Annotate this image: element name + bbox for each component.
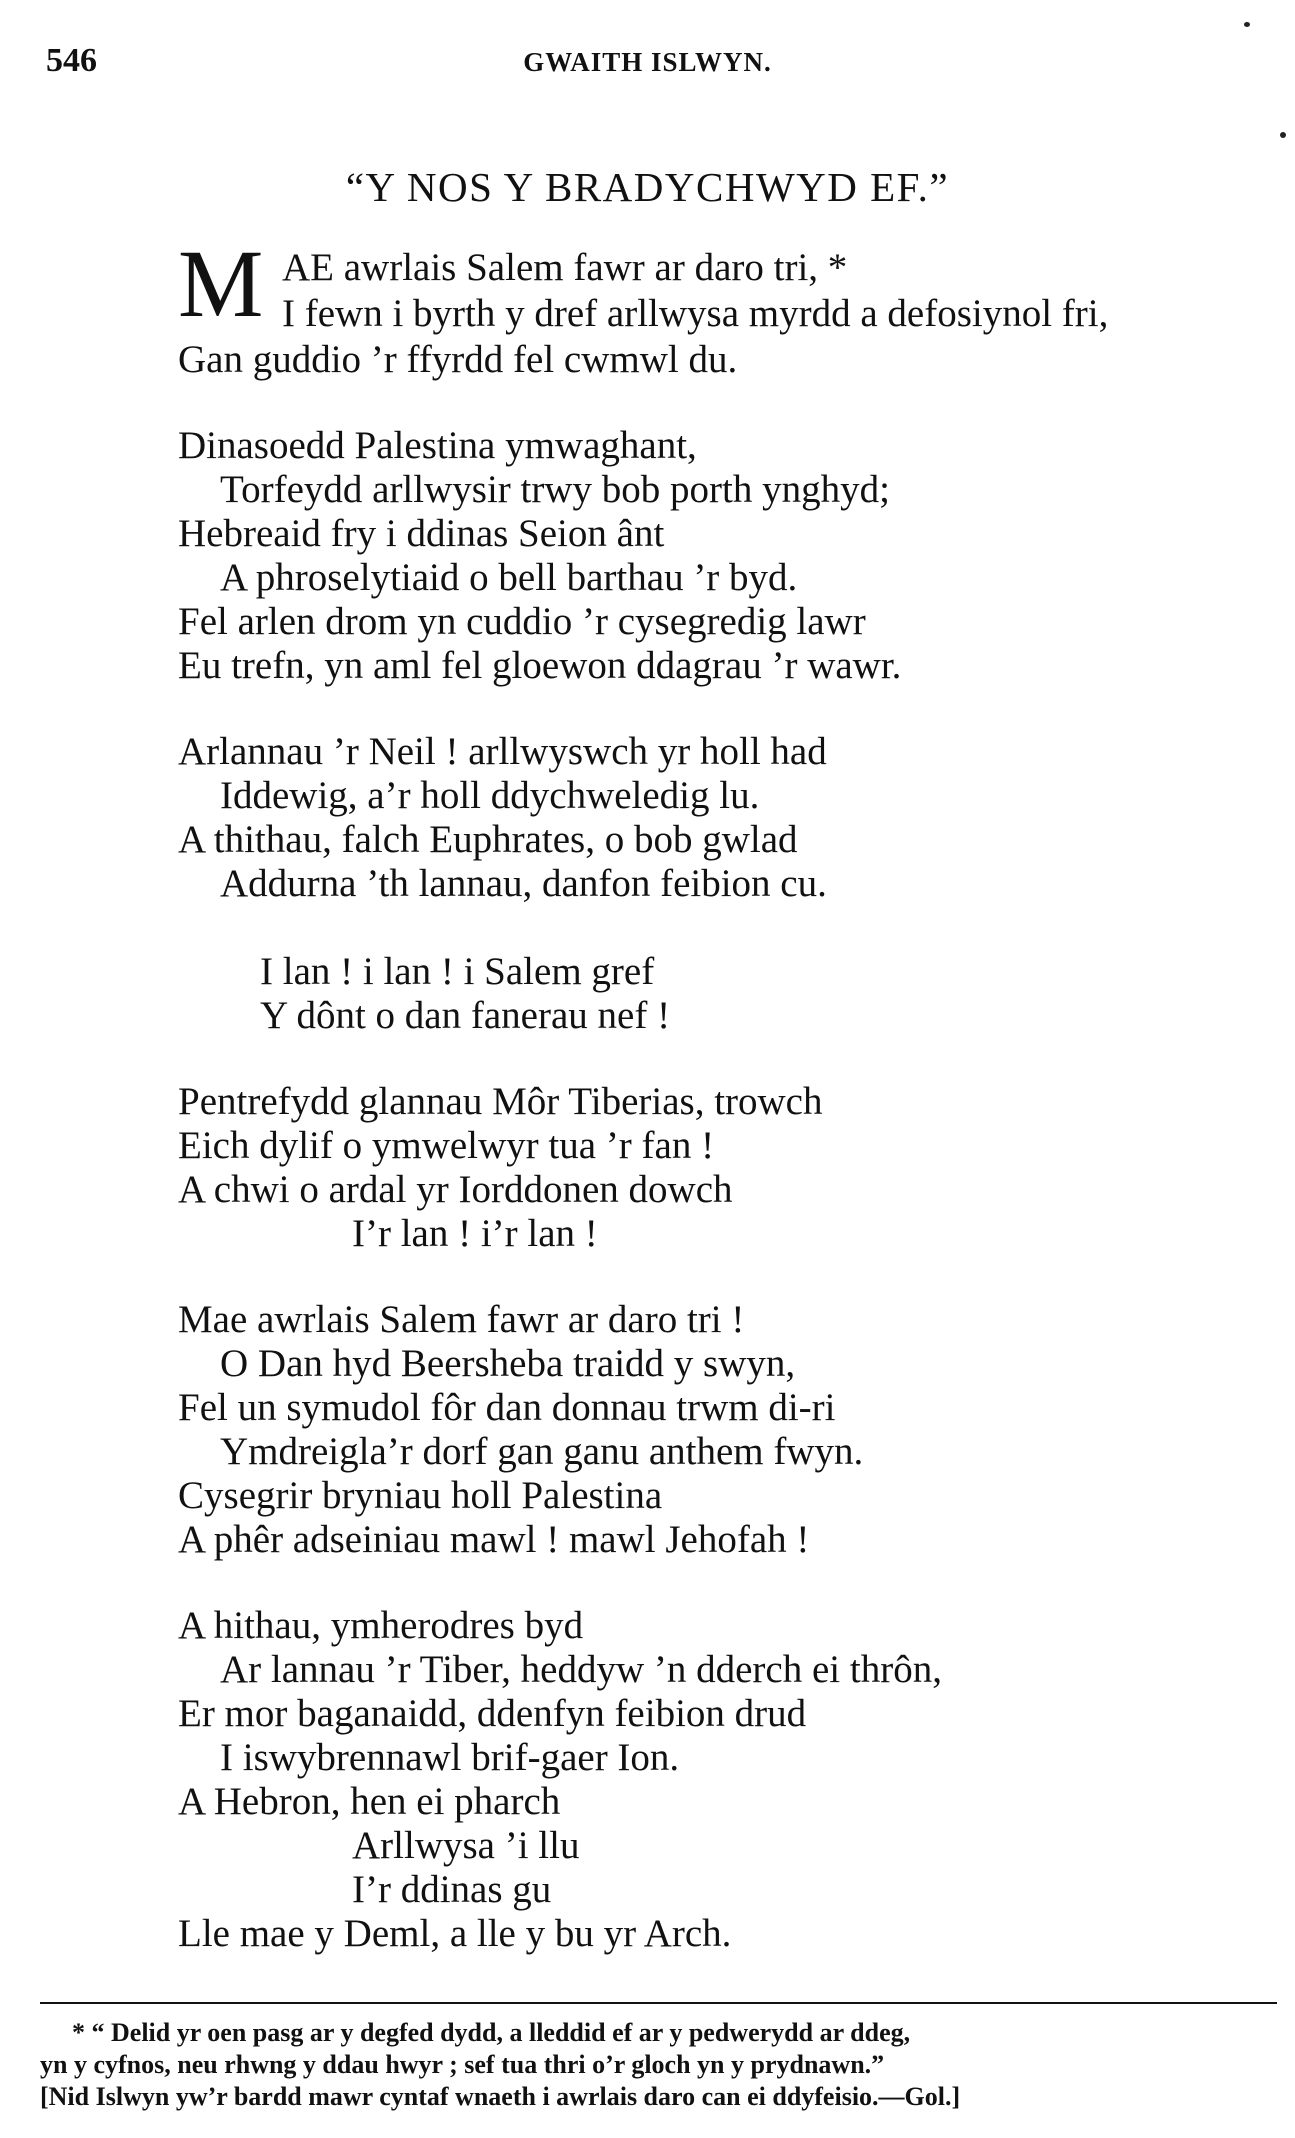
poem-line: Eu trefn, yn aml fel gloewon ddagrau ’r wawr. [178, 644, 902, 687]
poem-line: I lan ! i lan ! i Salem gref [260, 950, 655, 993]
poem-line: O Dan hyd Beersheba traidd y swyn, [220, 1342, 796, 1385]
poem-line: A Hebron, hen ei pharch [178, 1780, 561, 1823]
poem-line: Addurna ’th lannau, danfon feibion cu. [220, 862, 827, 905]
poem-line: A chwi o ardal yr Iorddonen dowch [178, 1168, 733, 1211]
poem-line: A hithau, ymherodres byd [178, 1604, 584, 1647]
poem-line: I’r ddinas gu [352, 1868, 552, 1911]
poem-line: Y dônt o dan fanerau nef ! [260, 994, 671, 1037]
ink-speck [1244, 22, 1250, 27]
poem-line: Arlannau ’r Neil ! arllwyswch yr holl had [178, 730, 827, 773]
poem-line: AE awrlais Salem fawr ar daro tri, * [282, 246, 848, 289]
poem-line: Dinasoedd Palestina ymwaghant, [178, 424, 697, 467]
poem-line: Fel arlen drom yn cuddio ’r cysegredig lawr [178, 600, 866, 643]
poem-line: I iswybrennawl brif-gaer Ion. [220, 1736, 680, 1779]
poem-line: Pentrefydd glannau Môr Tiberias, trowch [178, 1080, 823, 1123]
poem-line: Ar lannau ’r Tiber, heddyw ’n dderch ei thrôn, [220, 1648, 942, 1691]
footnote-line: yn y cyfnos, neu rhwng y ddau hwyr ; sef tua thri o’r gloch yn y prydnawn.” [40, 2050, 885, 2079]
poem-line: Mae awrlais Salem fawr ar daro tri ! [178, 1298, 745, 1341]
poem-line: Iddewig, a’r holl ddychweledig lu. [220, 774, 760, 817]
poem-line: A phêr adseiniau mawl ! mawl Jehofah ! [178, 1518, 810, 1561]
footnote-rule [40, 2002, 1277, 2004]
poem-line: I fewn i byrth y dref arllwysa myrdd a defosiynol fri, [282, 292, 1109, 335]
poem-line: Fel un symudol fôr dan donnau trwm di-ri [178, 1386, 836, 1429]
poem-line: A thithau, falch Euphrates, o bob gwlad [178, 818, 798, 861]
page-number: 546 [46, 42, 97, 79]
running-title: GWAITH ISLWYN. [523, 47, 772, 77]
poem-line: Cysegrir bryniau holl Palestina [178, 1474, 663, 1517]
poem-title: “Y NOS Y BRADYCHWYD EF.” [345, 164, 950, 210]
poem-line: Torfeydd arllwysir trwy bob porth ynghyd; [220, 468, 890, 511]
poem-line: Hebreaid fry i ddinas Seion ânt [178, 512, 665, 555]
poem-line: Lle mae y Deml, a lle y bu yr Arch. [178, 1912, 732, 1955]
poem-line: Gan guddio ’r ffyrdd fel cwmwl du. [178, 338, 738, 381]
drop-cap: M [178, 230, 264, 337]
footnote-line: [Nid Islwyn yw’r bardd mawr cyntaf wnaeth i awrlais daro can ei ddyfeisio.—Gol.] [40, 2082, 961, 2111]
ink-speck [1280, 132, 1286, 138]
footnote-line: * “ Delid yr oen pasg ar y degfed dydd, a lleddid ef ar y pedwerydd ar ddeg, [72, 2018, 911, 2047]
poem-line: Arllwysa ’i llu [352, 1824, 580, 1867]
poem-line: Er mor baganaidd, ddenfyn feibion drud [178, 1692, 807, 1735]
poem-line: Eich dylif o ymwelwyr tua ’r fan ! [178, 1124, 715, 1167]
poem-line: Ymdreigla’r dorf gan ganu anthem fwyn. [220, 1430, 864, 1473]
poem-line: A phroselytiaid o bell barthau ’r byd. [220, 556, 798, 599]
poem-line: I’r lan ! i’r lan ! [352, 1212, 598, 1255]
